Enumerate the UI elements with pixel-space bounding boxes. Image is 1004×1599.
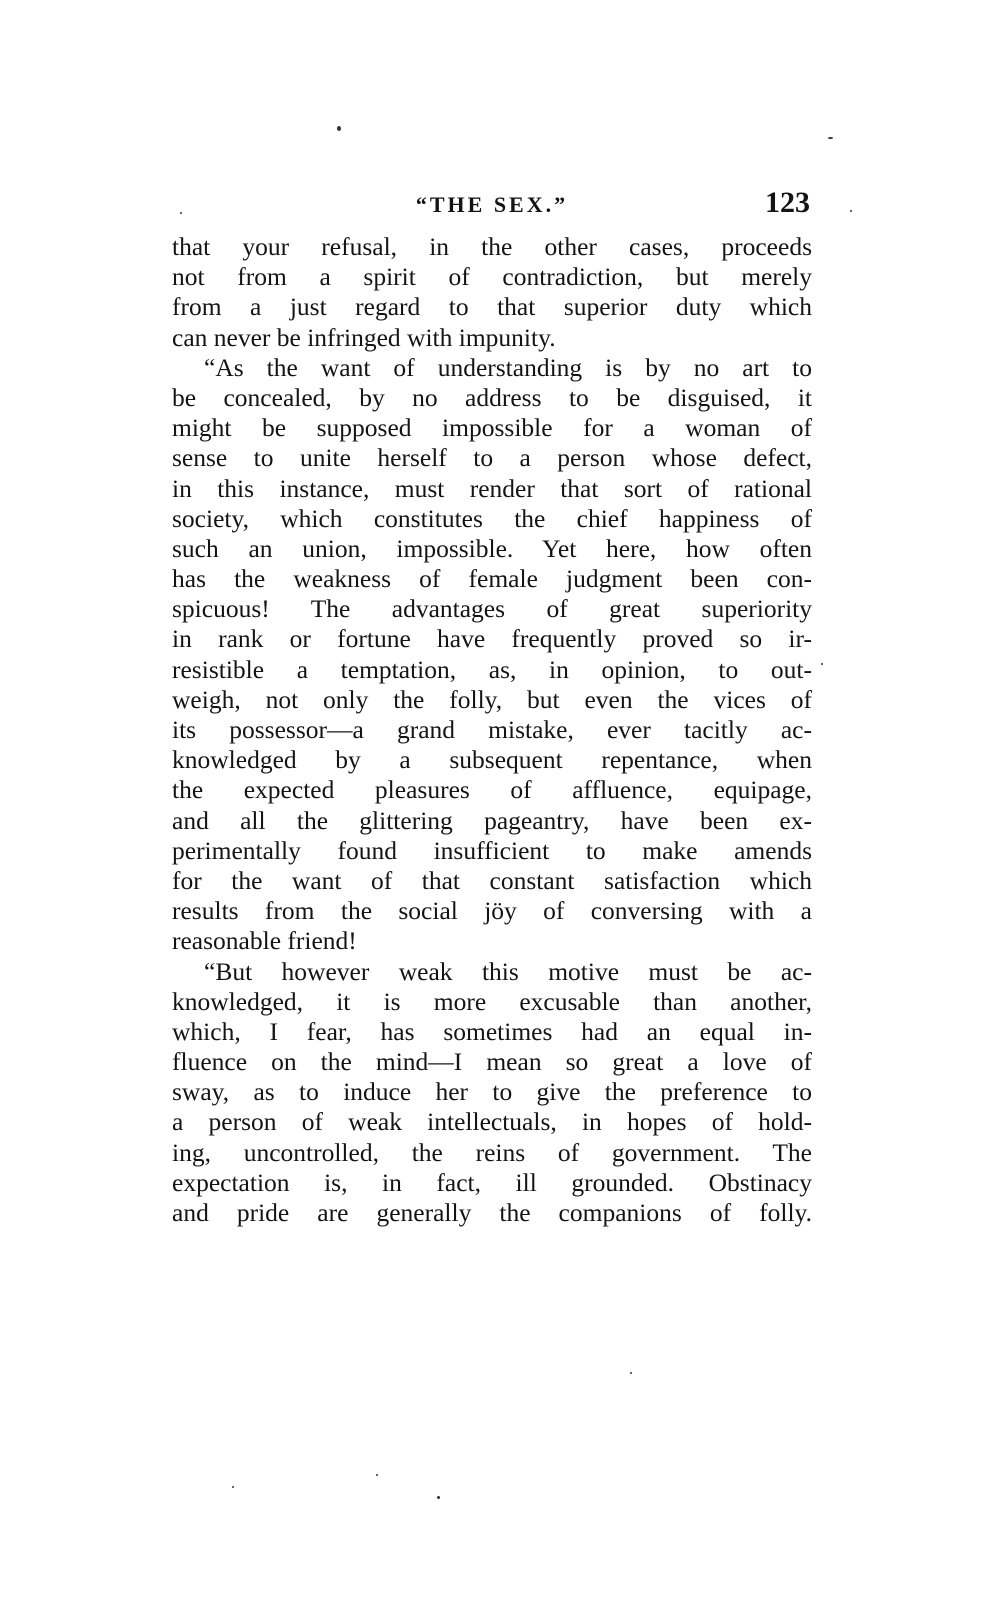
text-line: for the want of that constant satisfaction which	[172, 865, 812, 895]
text-line: weigh, not only the folly, but even the vices of	[172, 684, 812, 714]
text-line: the expected pleasures of affluence, equipage,	[172, 775, 812, 805]
ink-speck	[337, 126, 341, 131]
text-line: which, I fear, has sometimes had an equal in-	[172, 1016, 812, 1046]
text-line: from a just regard to that superior duty which	[172, 292, 812, 322]
text-line: has the weakness of female judgment been con-	[172, 564, 812, 594]
text-line: sense to unite herself to a person whose defect,	[172, 443, 812, 473]
text-line: resistible a temptation, as, in opinion, to out-	[172, 654, 812, 684]
text-line: its possessor—a grand mistake, ever tacitly ac-	[172, 715, 812, 744]
text-line: might be supposed impossible for a woman of	[172, 413, 812, 443]
text-line: spicuous! The advantages of great superiority	[172, 594, 812, 624]
ink-speck	[850, 210, 852, 212]
ink-speck	[630, 1372, 632, 1374]
text-line: in this instance, must render that sort of rational	[172, 473, 812, 503]
text-line: such an union, impossible. Yet here, how often	[172, 533, 812, 563]
text-line: and all the glittering pageantry, have been ex-	[172, 805, 812, 835]
page-number: 123	[765, 186, 810, 219]
text-line: knowledged by a subsequent repentance, when	[172, 745, 812, 775]
paragraph-start-line: “As the want of understanding is by no art to	[204, 352, 812, 382]
text-line: ing, uncontrolled, the reins of government. The	[172, 1137, 812, 1167]
text-line: results from the social jöy of conversing with a	[172, 896, 812, 926]
text-line: expectation is, in fact, ill grounded. Obstinacy	[172, 1167, 812, 1197]
text-line: perimentally found insufficient to make amends	[172, 835, 812, 865]
text-line: knowledged, it is more excusable than another,	[172, 986, 812, 1016]
text-line: and pride are generally the companions of folly.	[172, 1198, 812, 1227]
paragraph-start-line: “But however weak this motive must be ac-	[204, 956, 812, 986]
text-line: not from a spirit of contradiction, but merely	[172, 262, 812, 292]
text-line: that your refusal, in the other cases, proceeds	[172, 232, 812, 261]
text-line: fluence on the mind—I mean so great a love of	[172, 1047, 812, 1077]
text-line: be concealed, by no address to be disguised, it	[172, 382, 812, 412]
ink-speck	[828, 137, 833, 139]
text-line: can never be infringed with impunity.	[172, 322, 556, 352]
text-line: reasonable friend!	[172, 926, 357, 956]
ink-speck	[821, 663, 823, 665]
ink-speck	[376, 1474, 378, 1476]
text-line: a person of weak intellectuals, in hopes of hold-	[172, 1107, 812, 1137]
text-line: in rank or fortune have frequently proved so ir-	[172, 624, 812, 654]
page-header	[172, 186, 812, 226]
ink-speck	[437, 1496, 440, 1499]
body-text	[172, 232, 812, 1228]
text-line: sway, as to induce her to give the preference to	[172, 1077, 812, 1107]
running-head: “THE SEX.”	[415, 192, 569, 217]
ink-speck	[232, 1486, 234, 1488]
text-line: society, which constitutes the chief happiness of	[172, 503, 812, 533]
